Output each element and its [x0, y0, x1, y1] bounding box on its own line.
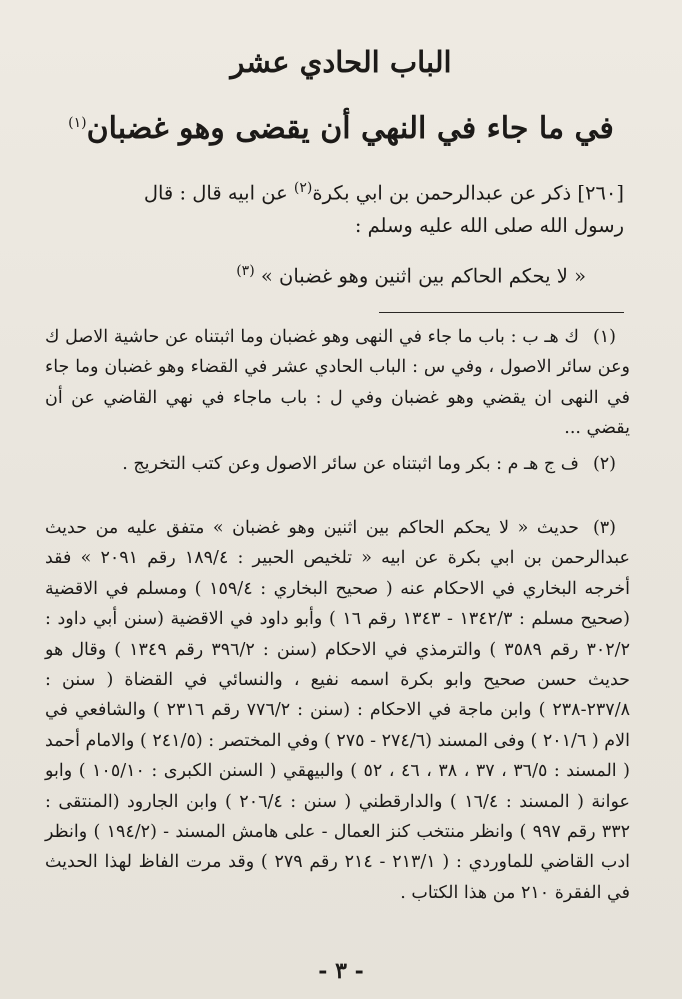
hadith-text: « لا يحكم الحاكم بين اثنين وهو غضبان »	[260, 264, 586, 288]
chapter-subtitle-text: في ما جاء في النهي أن يقضى وهو غضبان	[86, 111, 614, 146]
footnote-separator	[379, 312, 624, 313]
page-number: - ٣ -	[318, 958, 364, 984]
hadith-quote	[56, 255, 586, 293]
footnote-3-number: (٣)	[592, 518, 616, 538]
footnote-1	[45, 322, 630, 444]
footnote-3	[45, 513, 630, 908]
chapter-subtitle	[0, 102, 682, 150]
footnote-2	[45, 449, 630, 479]
chapter-title: الباب الحادي عشر	[230, 45, 452, 79]
footnote-3-text: حديث « لا يحكم الحاكم بين اثنين وهو غضبان » متفق عليه من حديث عبدالرحمن بن ابي بكرة عن ابيه « تلخيص الحبير : ١٨٩/٤ رقم ٢٠٩١ » فقد أخرجه البخاري في الاحكام عنه ( صحيح البخاري : ١٥٩/٤ ) ومسلم في الاقضية (صحيح مسلم : ١٣٤٢/٣ - ١٣٤٣ رقم ١٦ ) وأبو داود في الاقضية (سنن أبي داود : ٣٠٢/٢ رقم ٣٥٨٩ ) والترمذي في الاحكام (سنن : ٣٩٦/٢ رقم ١٣٤٩ ) وقال هو حديث حسن صحيح وابو بكرة اسمه نفيع ، والنسائي في القضاة ( سنن : ٢٣٧/٨-٢٣٨ ) وابن ماجة في الاحكام : (سنن : ٧٧٦/٢ رقم ٢٣١٦ ) والشافعي في الام ( ٢٠١/٦ ) وفى المسند (٢٧٤/٦ - ٢٧٥ ) وفي المختصر : (٢٤١/٥ ) والامام أحمد ( المسند : ٣٦/٥ ، ٣٧ ، ٣٨ ، ٤٦ ، ٥٢ ) والبيهقي ( السنن الكبرى : ١٠٥/١٠ ) وابو عوانة ( المسند : ١٦/٤ ) والدارقطني ( سنن : ٢٠٦/٤ ) وابن الجارود (المنتقى : ٣٣٢ رقم ٩٩٧ ) وانظر منتخب كنز العمال - على هامش المسند - (١٩٤/٢ ) وانظر ادب القاضي للماوردي : ( ٢١٣/١ - ٢١٤ رقم ٢٧٩ ) وقد مرت الفاظ لهذا الحديث في الفقرة ٢١٠ من هذا الكتاب .	[45, 518, 631, 903]
entry-line-1	[49, 172, 624, 210]
footnote-2-number: (٢)	[592, 454, 616, 474]
footnote-1-number: (١)	[592, 327, 616, 347]
footnote-ref-2: (٢)	[293, 180, 313, 196]
entry-text	[49, 172, 624, 242]
footnote-1-text: ك هـ ب : باب ما جاء في النهى وهو غضبان وما اثبتناه عن حاشية الاصل ك وعن سائر الاصول ، وفي س : الباب الحادي عشر في القضاء وهو غضبان وما جاء في النهى ان يقضي وهو غضبان وفي ل : باب ماجاء في نهي القاضي عن أن يقضي ...	[45, 327, 630, 439]
footnote-ref-3: (٣)	[236, 263, 255, 279]
footnote-ref-1: (١)	[68, 115, 87, 131]
entry-line-1-start: [٢٦٠] ذكر عن عبدالرحمن بن ابي بكرة	[312, 181, 624, 205]
entry-line-1-end: عن ابيه قال : قال	[143, 181, 294, 205]
footnote-2-text: ف ج هـ م : بكر وما اثبتناه عن سائر الاصول وعن كتب التخريج .	[122, 454, 579, 474]
entry-line-2: رسول الله صلى الله عليه وسلم :	[354, 213, 624, 237]
